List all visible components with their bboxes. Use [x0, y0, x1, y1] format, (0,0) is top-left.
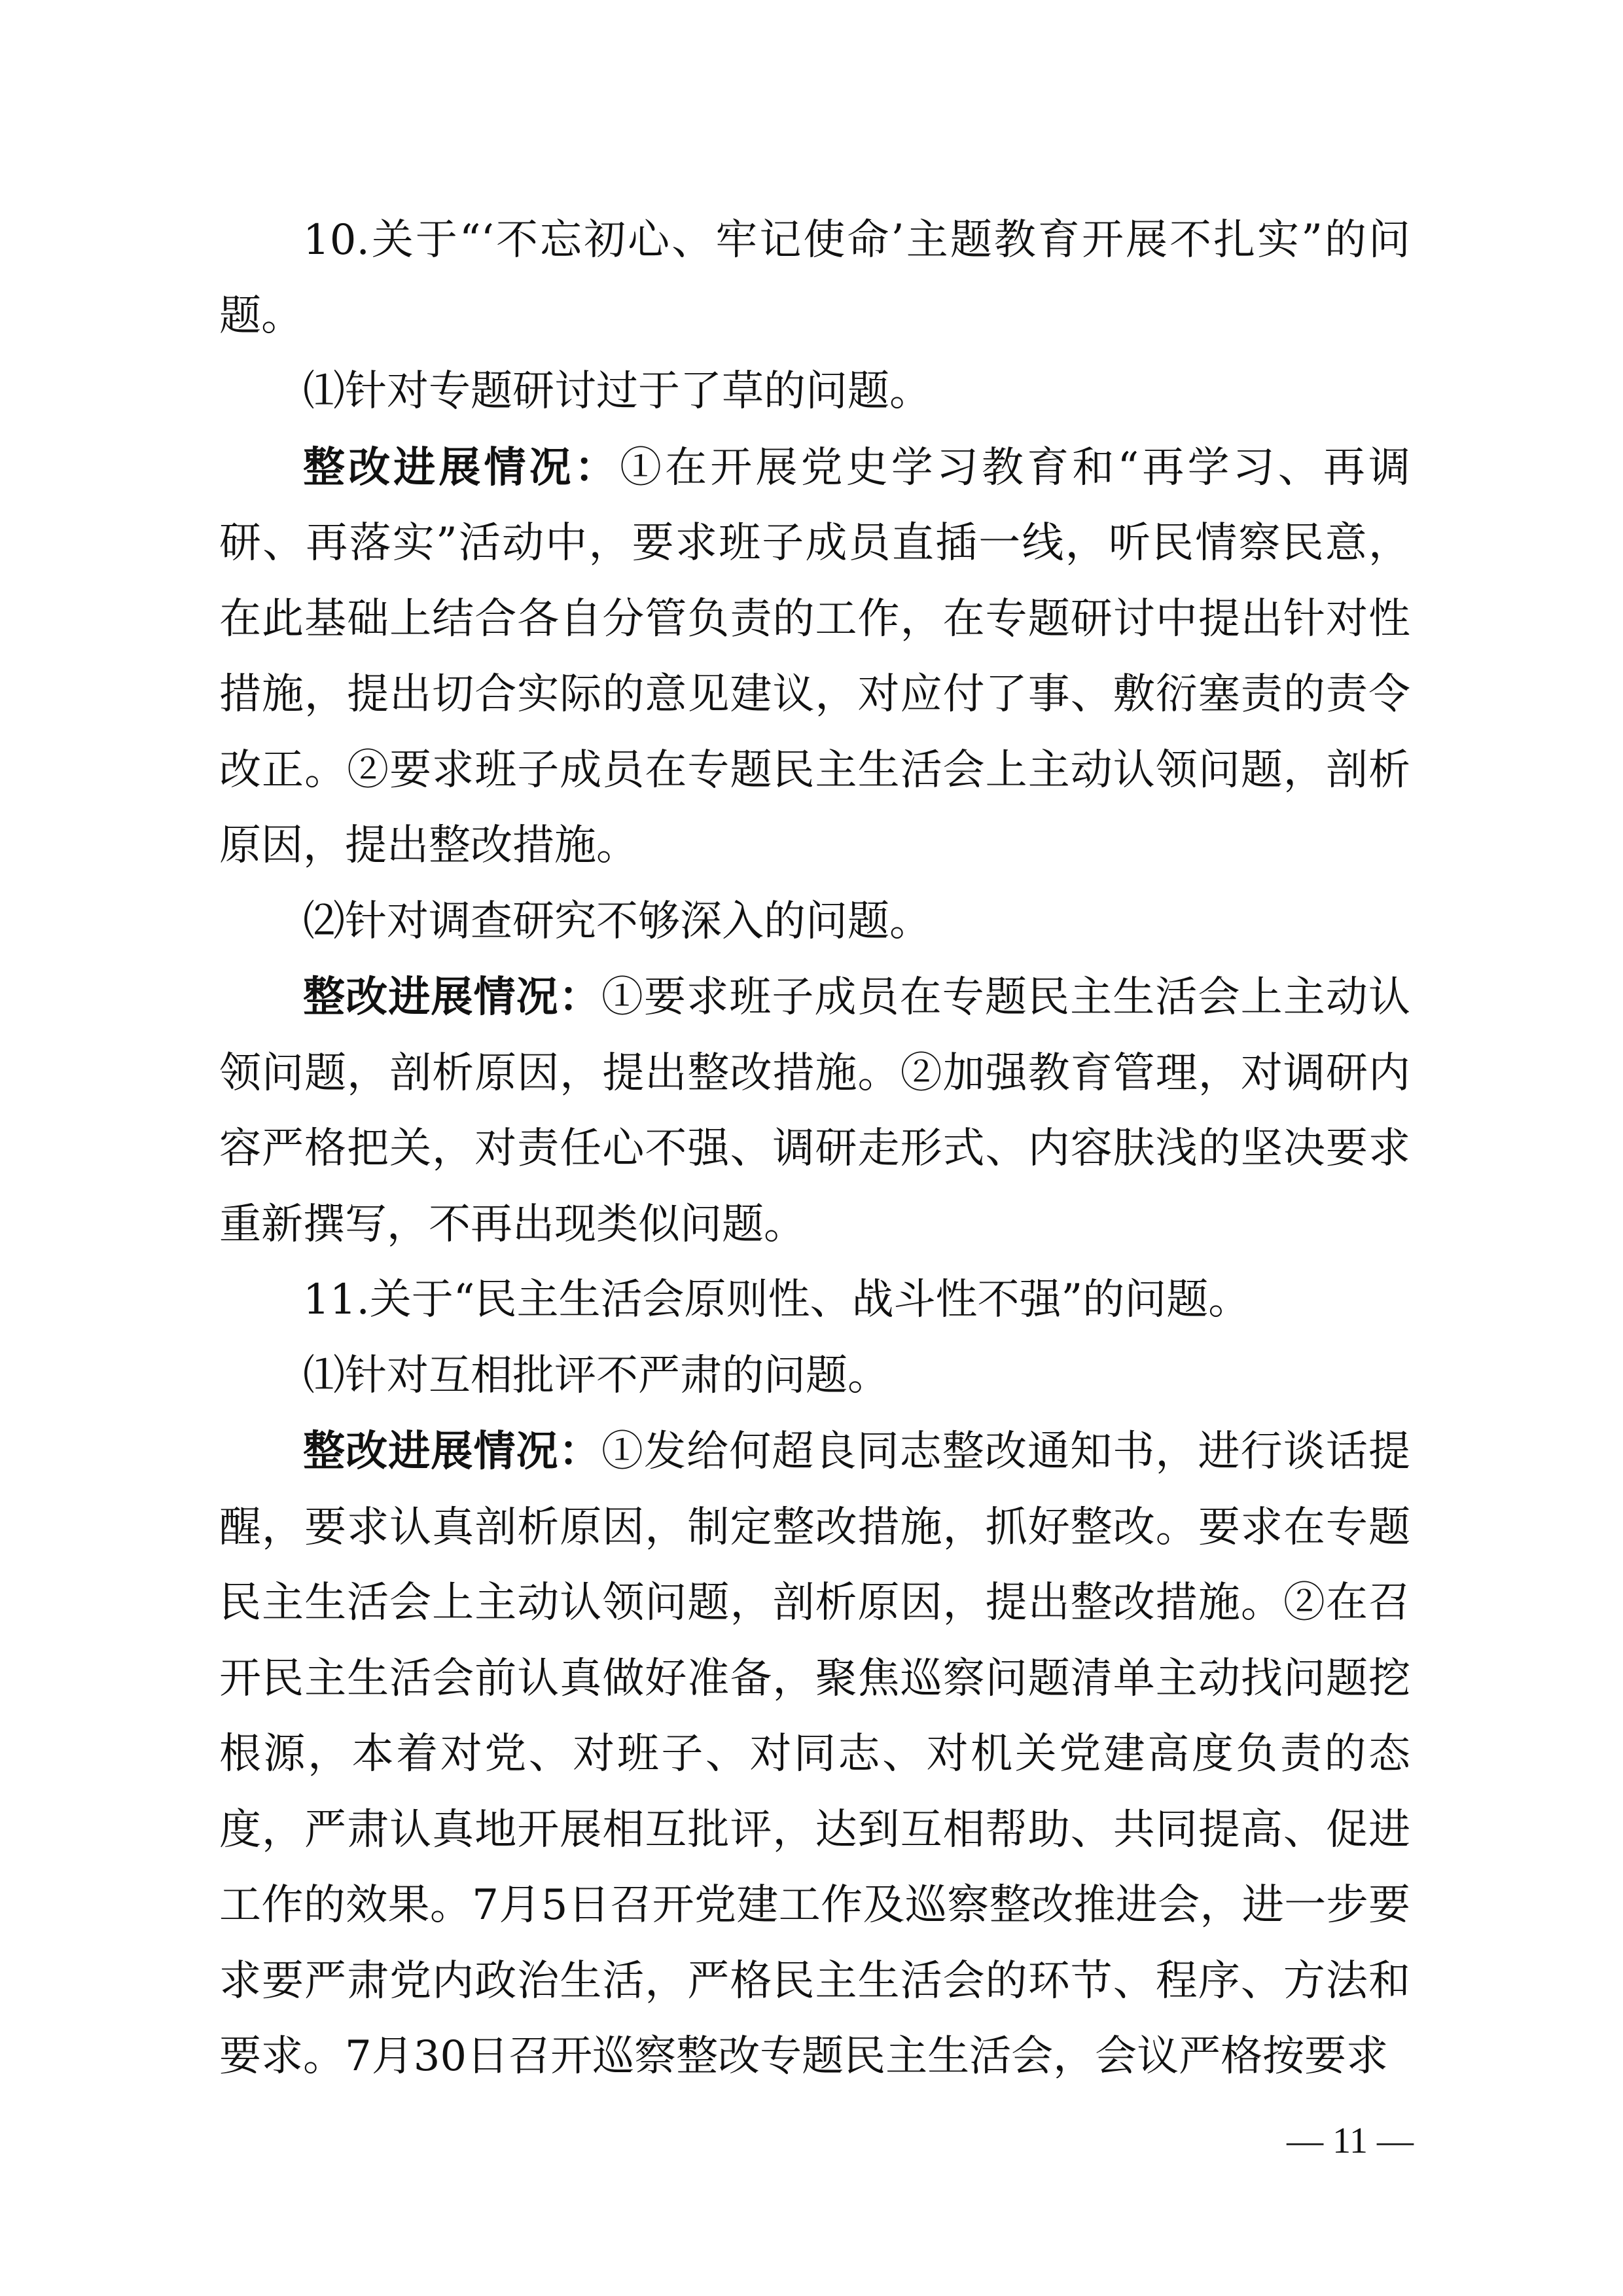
progress-paragraph	[219, 1414, 1410, 2095]
subsection-heading: ⑵针对调查研究不够深入的问题。	[303, 897, 931, 946]
progress-label: 整改进展情况：	[303, 973, 601, 1022]
subsection-heading: ⑴针对专题研讨过于了草的问题。	[303, 367, 931, 416]
section-heading-11: 11.关于“民主生活会原则性、战斗性不强”的问题。	[303, 1276, 1251, 1324]
progress-paragraph	[219, 430, 1410, 884]
progress-text: ①在开展党史学习教育和“再学习、再调研、再落实”活动中，要求班子成员直插一线，听民情察民意，在此基础上结合各自分管负责的工作，在专题研讨中提出针对性措施，提出切合实际的意见建议，对应付了事、敷衍塞责的责令改正。②要求班子成员在专题民主生活会上主动认领问题，剖析原因，提出整改措施。	[219, 443, 1411, 870]
page-number: — 11 —	[1287, 2121, 1414, 2161]
subsection-heading: ⑴针对互相批评不严肃的问题。	[303, 1351, 889, 1400]
progress-label: 整改进展情况：	[303, 442, 620, 492]
progress-label: 整改进展情况：	[303, 1427, 601, 1476]
progress-paragraph	[219, 960, 1410, 1263]
progress-text: ①要求班子成员在专题民主生活会上主动认领问题，剖析原因，提出整改措施。②加强教育管理，对调研内容严格把关，对责任心不强、调研走形式、内容肤浅的坚决要求重新撰写，不再出现类似问题。	[219, 973, 1411, 1249]
progress-text: ①发给何超良同志整改通知书，进行谈话提醒，要求认真剖析原因，制定整改措施，抓好整改。要求在专题民主生活会上主动认领问题，剖析原因，提出整改措施。②在召开民主生活会前认真做好准备，聚焦巡察问题清单主动找问题挖根源，本着对党、对班子、对同志、对机关党建高度负责的态度，严肃认真地开展相互批评，达到互相帮助、共同提高、促进工作的效果。7月5日召开党建工作及巡察整改推进会，进一步要求要严肃党内政治生活，严格民主生活会的环节、程序、方法和要求。7月30日召开巡察整改专题民主生活会，会议严格按要求	[219, 1427, 1411, 2081]
section-heading-10: 10.关于“‘不忘初心、牢记使命’主题教育开展不扎实”的问题。	[219, 216, 1410, 340]
document-body	[219, 203, 1410, 2095]
